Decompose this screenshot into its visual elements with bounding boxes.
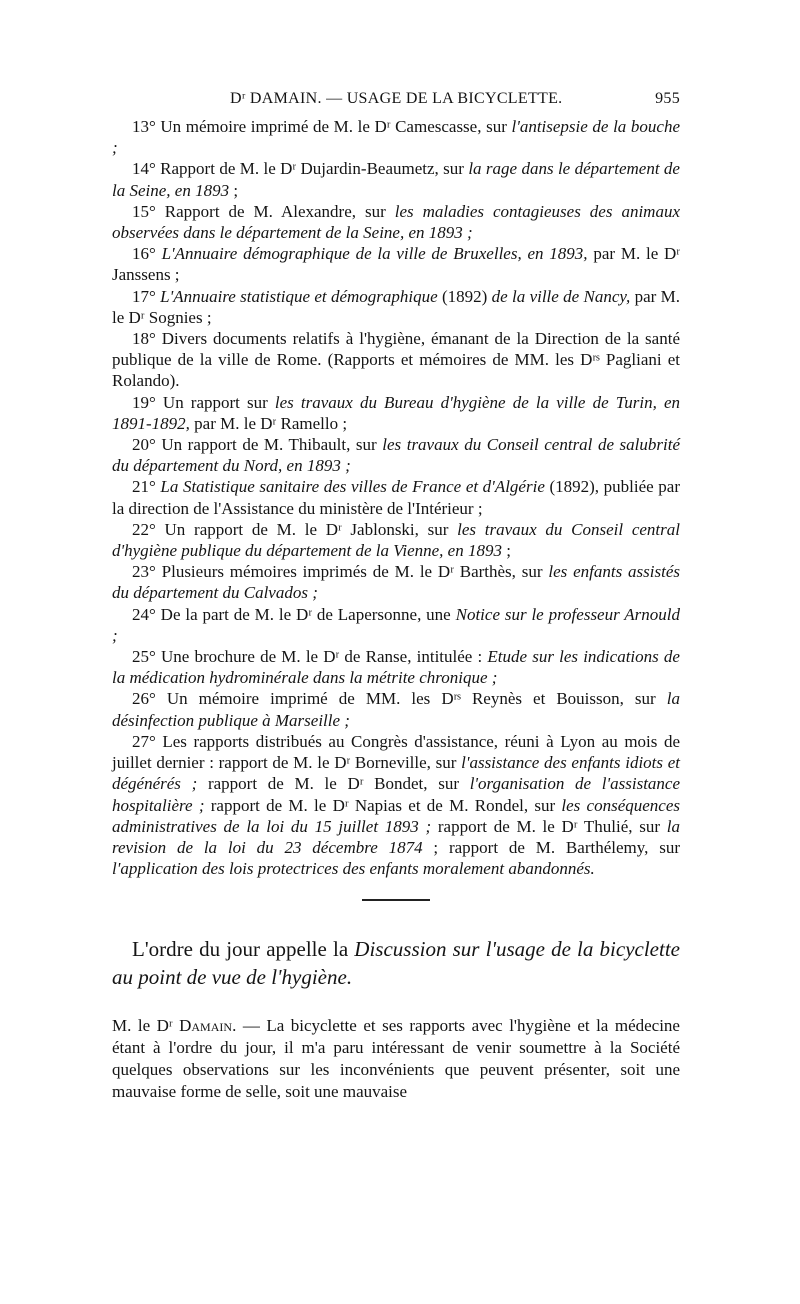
list-item: 23° Plusieurs mémoires imprimés de M. le Dʳ Barthès, sur les enfants assistés du département du Calvados ; xyxy=(112,562,680,603)
list-item: 24° De la part de M. le Dʳ de Lapersonne, une Notice sur le professeur Arnould ; xyxy=(112,604,680,645)
list-item: 25° Une brochure de M. le Dʳ de Ranse, intitulée : Etude sur les indications de la médication hydrominérale dans la métrite chronique ; xyxy=(112,647,680,688)
list-item: 22° Un rapport de M. le Dʳ Jablonski, sur les travaux du Conseil central d'hygiène publique du département de la Vienne, en 1893 ; xyxy=(112,519,680,561)
list-item: 19° Un rapport sur les travaux du Bureau d'hygiène de la ville de Turin, en 1891-1892, par M. le Dʳ Ramello ; xyxy=(112,392,680,433)
list-item: 14° Rapport de M. le Dʳ Dujardin-Beaumetz, sur la rage dans le département de la Seine, en 1893 ; xyxy=(112,159,680,200)
list-item: 21° La Statistique sanitaire des villes de France et d'Algérie (1892), publiée par la direction de l'Assistance du ministère de l'Intérieur ; xyxy=(112,477,680,518)
list-item: 17° L'Annuaire statistique et démographique (1892) de la ville de Nancy, par M. le Dʳ Sognies ; xyxy=(112,286,680,327)
list-item: 15° Rapport de M. Alexandre, sur les maladies contagieuses des animaux observées dans le département de la Seine, en 1893 ; xyxy=(112,201,680,243)
order-of-day-heading: L'ordre du jour appelle la Discussion sur l'usage de la bicyclette au point de vue de l'hygiène. xyxy=(112,937,680,990)
running-title: Dʳ DAMAIN. — USAGE DE LA BICYCLETTE. xyxy=(230,90,563,107)
speaker-name: Damain xyxy=(179,1016,233,1036)
list-item: 27° Les rapports distribués au Congrès d'assistance, réuni à Lyon au mois de juillet dernier : rapport de M. le Dʳ Borneville, sur l'assistance des enfants idiots et dégénérés ; rapport de M. le Dʳ Bondet, sur l'organisation de l'assistance hospitalière ; rapport de M. le Dʳ Napias et de M. Rondel, sur les conséquences administratives de la loi du 15 juillet 1893 ; rapport de M. le Dʳ Thulié, sur la revision de la loi du 23 décembre 1874 ; rapport de M. Barthélemy, sur l'application des lois protectrices des enfants moralement abandonnés. xyxy=(112,731,681,879)
list-item: 18° Divers documents relatifs à l'hygiène, émanant de la Direction de la santé publique de la ville de Rome. (Rapports et mémoires de MM. les Dʳˢ Pagliani et Rolando). xyxy=(112,329,680,391)
list-item: 16° L'Annuaire démographique de la ville de Bruxelles, en 1893, par M. le Dʳ Janssens ; xyxy=(112,244,680,285)
section-divider xyxy=(362,899,430,901)
list-item: 26° Un mémoire imprimé de MM. les Dʳˢ Reynès et Bouisson, sur la désinfection publique à Marseille ; xyxy=(112,689,680,730)
running-header xyxy=(112,86,680,116)
document-page xyxy=(112,86,680,1103)
enumerated-list xyxy=(112,116,680,879)
page-number: 955 xyxy=(655,90,680,107)
speech-paragraph: M. le Dʳ Damain. — La bicyclette et ses rapports avec l'hygiène et la médecine étant à l'ordre du jour, il m'a paru intéressant de venir soumettre à la Société quelques observations sur les inconvénients que peuvent présenter, soit une mauvaise forme de selle, soit une mauvaise xyxy=(112,1016,680,1102)
list-item: 20° Un rapport de M. Thibault, sur les travaux du Conseil central de salubrité du département du Nord, en 1893 ; xyxy=(112,435,681,476)
list-item: 13° Un mémoire imprimé de M. le Dʳ Camescasse, sur l'antisepsie de la bouche ; xyxy=(112,117,680,158)
